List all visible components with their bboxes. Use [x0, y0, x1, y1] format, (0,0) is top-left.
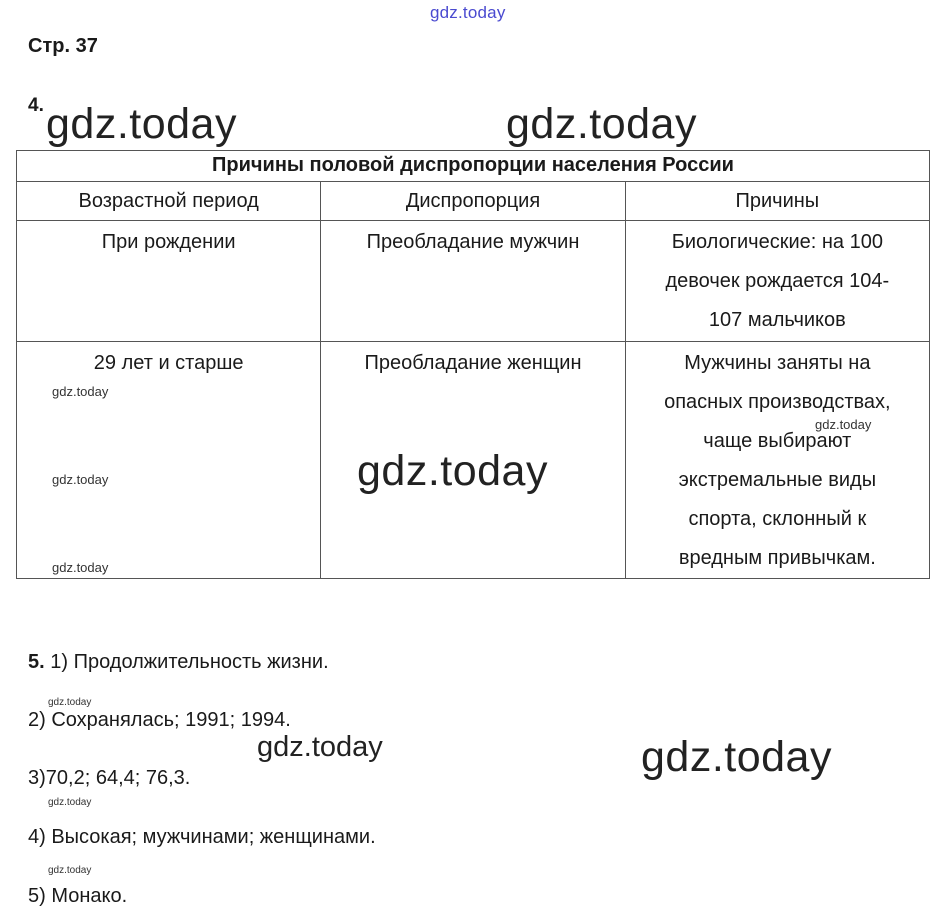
reason-line: вредным привычкам.: [678, 547, 876, 569]
header-disproportion: Диспропорция: [321, 182, 625, 221]
watermark-big-bottom-right: gdz.today: [641, 733, 832, 781]
cell-reasons: [625, 342, 929, 579]
task5-answer-3: 3)70,2; 64,4; 76,3.: [28, 767, 191, 789]
header-reasons: Причины: [625, 182, 929, 221]
task5-answer-1: [28, 651, 329, 674]
page-label: Стр. 37: [28, 35, 98, 57]
watermark-mid: gdz.today: [257, 731, 383, 763]
reason-line: 107 мальчиков: [708, 309, 846, 331]
reason-line: чаще выбирают: [703, 430, 852, 452]
table-row: [17, 221, 930, 342]
watermark-big-right: gdz.today: [506, 100, 697, 148]
task5-answer-2: 2) Сохранялась; 1991; 1994.: [28, 709, 291, 731]
table-title: Причины половой диспропорции населения России: [17, 151, 930, 182]
answer-text: 1) Продолжительность жизни.: [50, 651, 329, 673]
task4-number: 4.: [28, 95, 44, 116]
watermark-big-left: gdz.today: [46, 100, 237, 148]
reason-line: девочек рождается 104-: [665, 270, 890, 292]
watermark-small: gdz.today: [52, 560, 109, 575]
cell-reasons: [625, 221, 929, 342]
header-period: Возрастной период: [17, 182, 321, 221]
watermark-small: gdz.today: [52, 472, 109, 487]
watermark-big-center: gdz.today: [357, 447, 548, 495]
watermark-top: gdz.today: [430, 3, 506, 22]
cell-period: При рождении: [17, 221, 321, 342]
reason-line: Биологические: на 100: [671, 231, 883, 253]
task5-number: 5.: [28, 651, 45, 673]
cell-disproportion: Преобладание женщин: [321, 342, 625, 579]
task5-answer-4: 4) Высокая; мужчинами; женщинами.: [28, 826, 376, 848]
reason-line: экстремальные виды: [678, 469, 877, 491]
task5-answer-5: 5) Монако.: [28, 885, 128, 907]
reason-line: Мужчины заняты на: [684, 352, 871, 374]
watermark-small: gdz.today: [48, 865, 92, 876]
disproportion-table: [16, 150, 930, 579]
reason-line: опасных производствах,: [664, 391, 891, 413]
reason-line: спорта, склонный к: [688, 508, 867, 530]
cell-disproportion: Преобладание мужчин: [321, 221, 625, 342]
watermark-small: gdz.today: [48, 797, 92, 808]
cell-period: 29 лет и старше: [17, 342, 321, 579]
watermark-small: gdz.today: [48, 697, 92, 708]
watermark-small: gdz.today: [815, 417, 872, 432]
watermark-small: gdz.today: [52, 384, 109, 399]
